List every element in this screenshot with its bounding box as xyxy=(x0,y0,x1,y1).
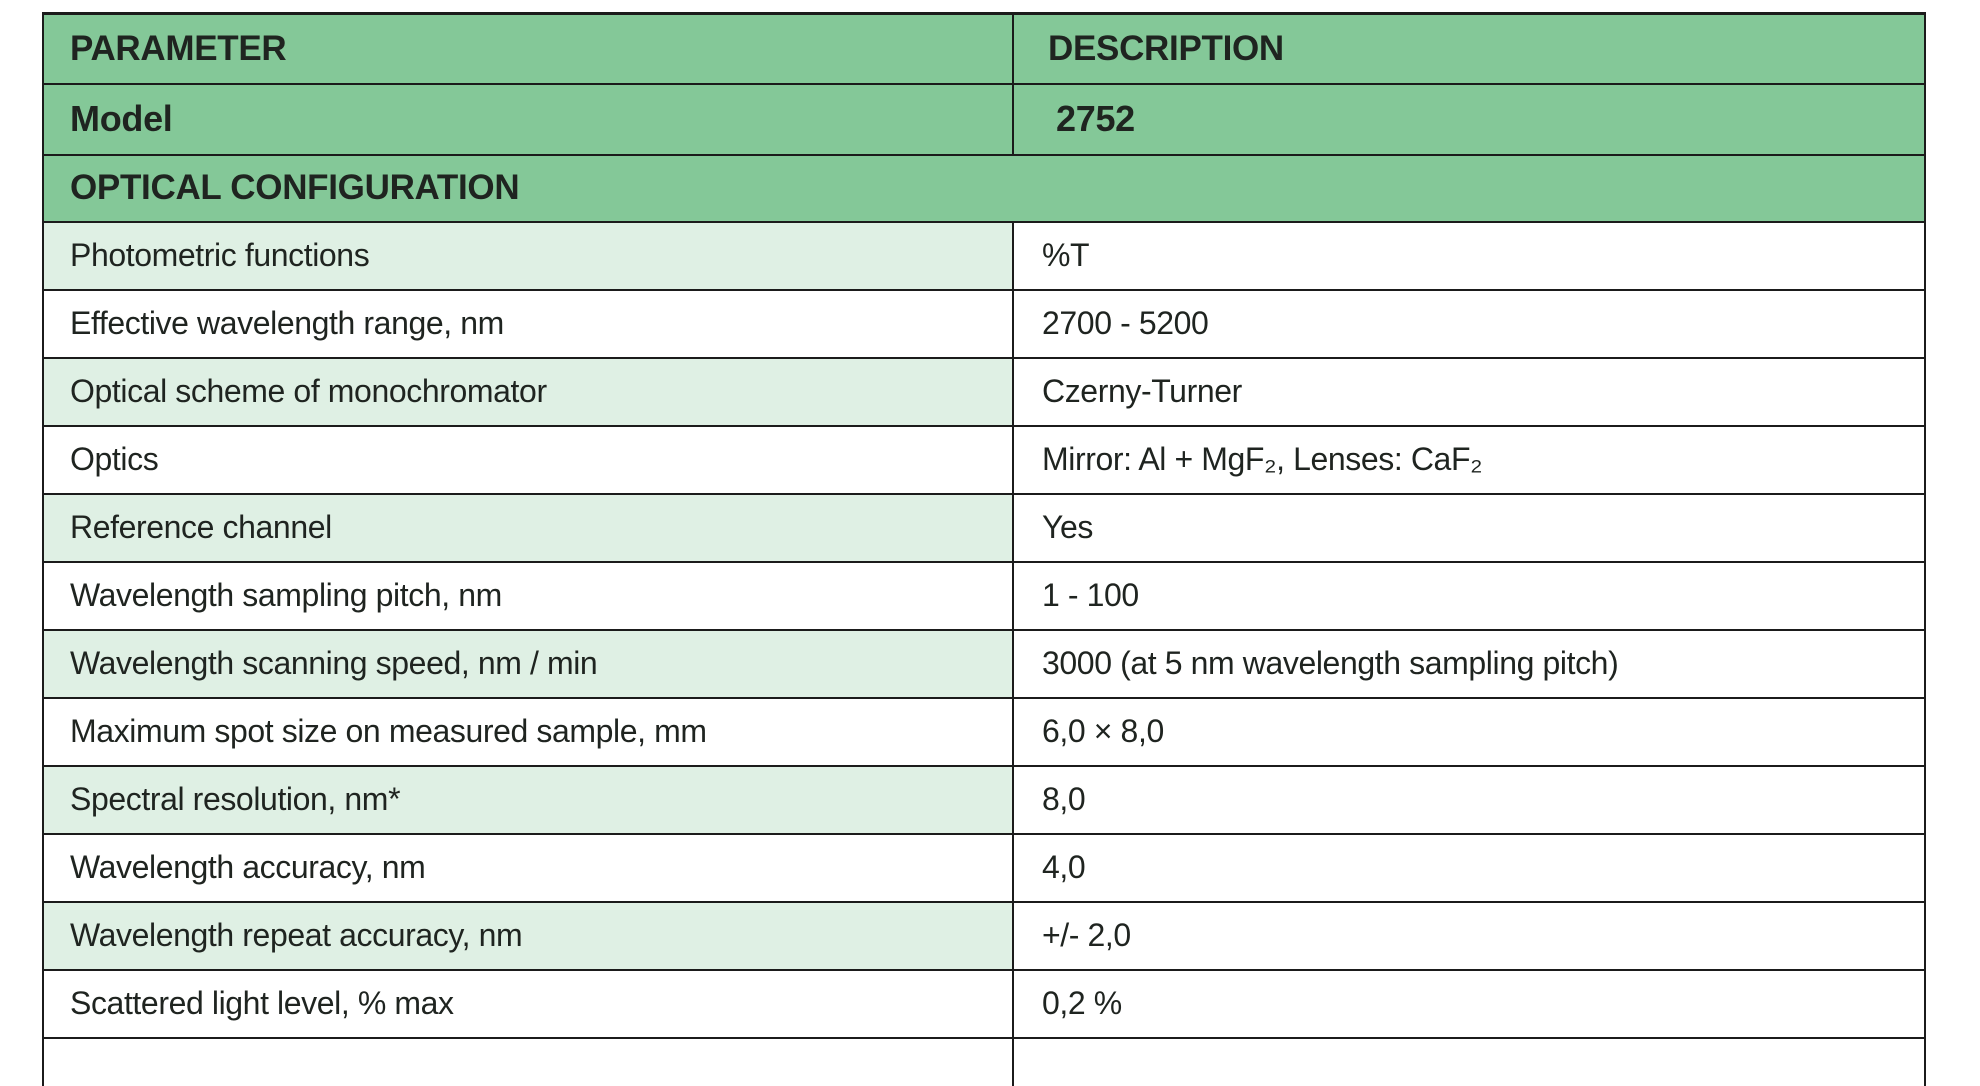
section-title: OPTICAL CONFIGURATION xyxy=(43,155,1925,222)
parameter-cell: Effective wavelength range, nm xyxy=(43,290,1013,358)
description-cell: 6,0 × 8,0 xyxy=(1013,698,1925,766)
parameter-cell: Optics xyxy=(43,426,1013,494)
specification-table xyxy=(42,12,1926,1086)
description-cell: 2700 - 5200 xyxy=(1013,290,1925,358)
parameter-cell-empty xyxy=(43,1038,1013,1086)
description-cell: 1 - 100 xyxy=(1013,562,1925,630)
parameter-cell: Optical scheme of monochromator xyxy=(43,358,1013,426)
table-header-row xyxy=(43,14,1925,84)
description-cell: 3000 (at 5 nm wavelength sampling pitch) xyxy=(1013,630,1925,698)
model-row xyxy=(43,84,1925,155)
section-header-row xyxy=(43,155,1925,222)
table-row xyxy=(43,970,1925,1038)
parameter-cell: Photometric functions xyxy=(43,222,1013,290)
table-row xyxy=(43,630,1925,698)
parameter-cell: Wavelength sampling pitch, nm xyxy=(43,562,1013,630)
description-cell: +/- 2,0 xyxy=(1013,902,1925,970)
parameter-cell: Wavelength repeat accuracy, nm xyxy=(43,902,1013,970)
model-value: 2752 xyxy=(1013,84,1925,155)
description-cell: Yes xyxy=(1013,494,1925,562)
parameter-cell: Scattered light level, % max xyxy=(43,970,1013,1038)
parameter-cell: Maximum spot size on measured sample, mm xyxy=(43,698,1013,766)
description-cell: 0,2 % xyxy=(1013,970,1925,1038)
description-column-header: DESCRIPTION xyxy=(1013,14,1925,84)
parameter-column-header: PARAMETER xyxy=(43,14,1013,84)
parameter-cell: Wavelength scanning speed, nm / min xyxy=(43,630,1013,698)
table-row xyxy=(43,562,1925,630)
description-cell-empty xyxy=(1013,1038,1925,1086)
parameter-cell: Spectral resolution, nm* xyxy=(43,766,1013,834)
description-cell: 4,0 xyxy=(1013,834,1925,902)
description-cell: 8,0 xyxy=(1013,766,1925,834)
model-label: Model xyxy=(43,84,1013,155)
table-row xyxy=(43,222,1925,290)
table-row xyxy=(43,698,1925,766)
table-row xyxy=(43,358,1925,426)
table-row xyxy=(43,902,1925,970)
description-cell: Mirror: Al + MgF₂, Lenses: CaF₂ xyxy=(1013,426,1925,494)
table-row-partial xyxy=(43,1038,1925,1086)
parameter-cell: Reference channel xyxy=(43,494,1013,562)
table-row xyxy=(43,834,1925,902)
table-row xyxy=(43,426,1925,494)
table-row xyxy=(43,766,1925,834)
table-row xyxy=(43,290,1925,358)
parameter-cell: Wavelength accuracy, nm xyxy=(43,834,1013,902)
table-row xyxy=(43,494,1925,562)
description-cell: Czerny-Turner xyxy=(1013,358,1925,426)
description-cell: %T xyxy=(1013,222,1925,290)
